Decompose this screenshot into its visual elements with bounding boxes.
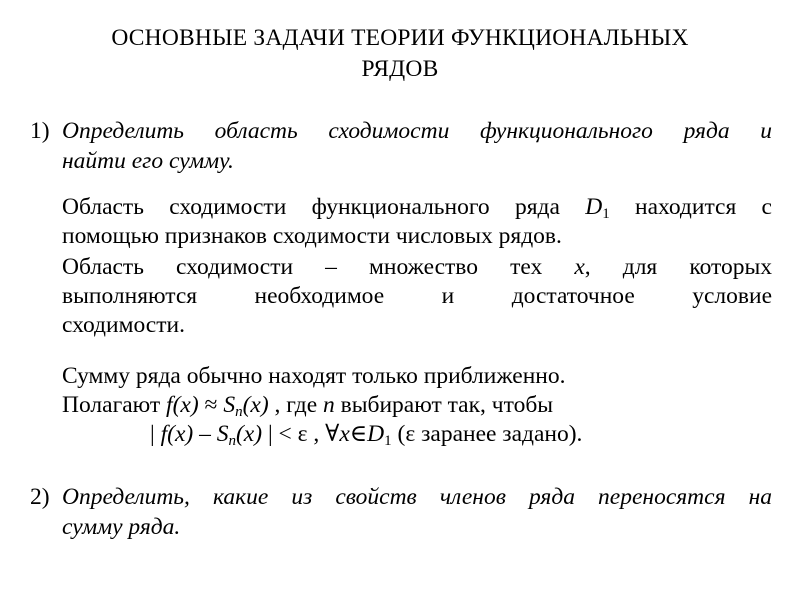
paragraph-1-line-1: Область сходимости функционального ряда $D_1$ находится с: [62, 194, 772, 222]
approximation-formula: | $f(x) - S_n(x)$ | < ε , $\forall x\in D_1$ (ε заранее задано).: [150, 421, 583, 449]
task-2-line-1: Определить, какие из свойств членов ряда переносятся на: [62, 484, 772, 510]
task-1-line-1: Определить область сходимости функционального ряда и: [62, 118, 772, 144]
paragraph-2-line-2: выполняются необходимое и достаточное условие: [62, 283, 772, 309]
task-1: [30, 116, 772, 178]
page-title: [40, 23, 760, 85]
domain-symbol: D: [585, 194, 603, 220]
task-1-line-2: найти его сумму.: [62, 148, 234, 174]
task-2-line-2: сумму ряда.: [62, 514, 181, 540]
paragraph-convergence-domain: [62, 193, 772, 251]
task-2-text: [62, 482, 772, 542]
paragraph-convergence-definition: [62, 253, 772, 340]
task-2: [30, 482, 772, 544]
paragraph-1-line-2: помощью признаков сходимости числовых рядов.: [62, 223, 562, 249]
paragraph-2-line-1: Область сходимости – множество тех x, для которых: [62, 254, 773, 280]
paragraph-3-line-2: Полагают $f(x) \approx S_n(x)$ , где n выбирают так, чтобы: [62, 392, 554, 420]
task-1-number: 1): [30, 118, 50, 144]
paragraph-2-line-3: сходимости.: [62, 312, 185, 338]
task-2-number: 2): [30, 484, 50, 510]
title-line-2: РЯДОВ: [361, 56, 439, 82]
task-1-text: [62, 116, 772, 176]
title-line-1: ОСНОВНЫЕ ЗАДАЧИ ТЕОРИИ ФУНКЦИОНАЛЬНЫХ: [111, 25, 689, 51]
paragraph-series-sum: [62, 362, 772, 449]
paragraph-3-line-1: Сумму ряда обычно находят только приближенно.: [62, 363, 566, 389]
